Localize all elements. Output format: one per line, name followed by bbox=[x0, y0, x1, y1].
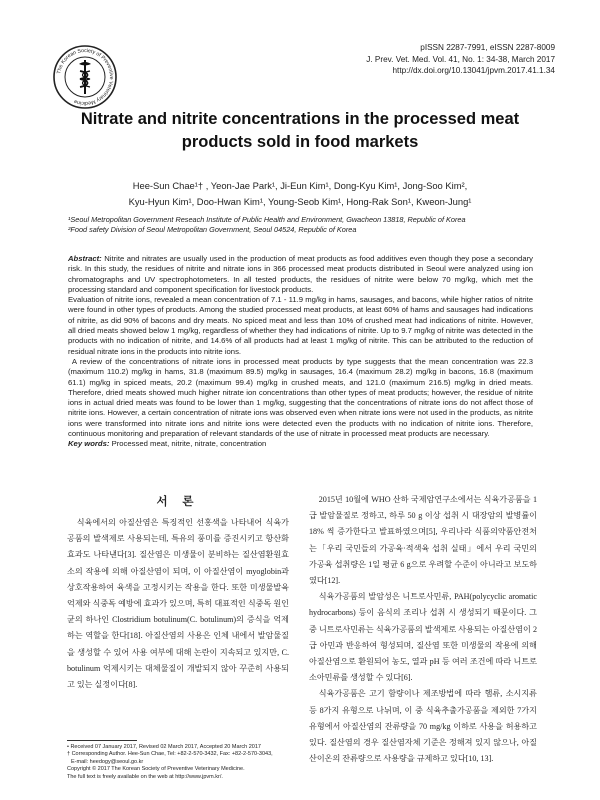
logo-ring-text: The Korean Society of Preventive Veterinary Medicine bbox=[56, 47, 115, 107]
footnote-corresponding: † Corresponding Author. Hee-Sun Chae, Tel: +82-2-570-3432, Fax: +82-2-570-3043, bbox=[67, 751, 273, 758]
abstract-paragraph-3: A review of the concentrations of nitrate ions in processed meat products by type suggests that the mean concentration was 22.3 (maximum 110.2) mg/kg in hams, 31.8 (maximum 89.5) mg/kg in sausages, 16.4 (maximum 28.2) mg/kg in bacons, 16.8 (maximum 61.1) mg/kg in spiced meats, 20.2 (maximum 99.4) mg/kg in crushed meats, and 121.0 (maximum 216.5) mg/kg in dried meats. Therefore, dried meats showed much higher nitrate ion concentrations than other types of meat products; however, the residue of nitrite ions in actual dried meats was found to be lower than 1 mg/kg, suggesting that the concentrations of nitrate ions do not affect those of nitrite ions. However, a certain concentration of nitrate ions was observed even when nitrate ions were not used in the products, as nitrite ions were transformed into nitrate ions and nitrite ions were detected even the products with no indication of nitrite ions. Therefore, continuous monitoring and preparation of relevant standards of the use of nitrate in processed meat products are necessary. bbox=[68, 356, 533, 439]
footnote-email[interactable]: E-mail: heedogy@seoul.go.kr bbox=[71, 758, 144, 765]
intro-paragraph-3: 식육가공품의 발암성은 니트로사민류, PAH(polycyclic aromatic hydrocarbons) 등이 음식의 조리나 섭취 시 생성되기 때문이다. 그 중 니트로사민류는 식육가공품의 발색제로 사용되는 아질산염이 2급 아민과 반응하여 형성되며, 질산염 또한 미생물의 작용에 의해 아질산염으로 환원되어 농도, 열과 pH 등 여러 조건에 따라 니트로소아민류를 생성할 수 있다[6]. bbox=[309, 592, 537, 683]
author-list bbox=[60, 178, 540, 210]
authors-line-2: Kyu-Hyun Kim¹, Doo-Hwan Kim¹, Young-Seob Kim¹, Hong-Rak Son¹, Kweon-Jung¹ bbox=[128, 196, 472, 207]
abstract-paragraph-2: Evaluation of nitrite ions, revealed a mean concentration of 7.1 - 11.9 mg/kg in hams, sausages, and bacons, while higher ratios of nitrite were found in other types of products. Among the studied processed meat products, at least 60% of hams and sausages had indications of nitrite, as did 90% of bacons and dry meats. No spiced meat and less than 10% of crushed meat had indications of nitrite. However, all dried meats showed below 1 mg/kg, regardless of whether they had indications of nitrite. Up to 9.7 mg/kg of nitrite was detected in the products with no indication of nitrite, and 14.6% of all products had at least 1 mg/kg of nitrite. This can be attributed to the reduction of residual nitrate ions in the products into nitrite ions. bbox=[68, 295, 533, 356]
keywords-line bbox=[68, 439, 533, 449]
journal-header bbox=[366, 42, 555, 77]
society-logo bbox=[52, 44, 118, 110]
footnotes bbox=[67, 740, 292, 781]
footnote-divider bbox=[67, 740, 137, 741]
footnote-received: • Received 07 January 2017, Revised 02 March 2017, Accepted 20 March 2017 bbox=[67, 744, 261, 750]
keywords-label: Key words: bbox=[68, 439, 110, 449]
right-column bbox=[309, 492, 537, 767]
footnote-fulltext: The full text is freely available on the web at http://www.jpvm.kr/. bbox=[67, 773, 223, 780]
intro-paragraph-1: 식육에서의 아질산염은 특징적인 선홍색을 나타내어 식육가공품의 발색제로 사용되는데, 특유의 풍미를 증진시키고 항산화효과도 나타낸다[3]. 질산염은 미생물이 분비하는 질산염환원효소의 작용에 의해 아질산염이 되며, 이 아질산염이 myoglobin과 상호작용하여 육색을 고정시키는 작용을 한다. 또한 미생물발육억제와 식중독 예방에 효과가 있으며, 특히 대표적인 식중독 원인균의 하나인 Clostridium botulinum(C. botulinum)의 증식을 억제하는 역할을 한다[18]. 아질산염의 사용은 인체 내에서 발암물질을 생성할 수 있어 사용 여부에 대해 논란이 지속되고 있지만, C. botulinum 억제시키는 대체물질이 개발되지 않아 꾸준히 사용되고 있는 실정이다[8]. bbox=[67, 518, 289, 690]
abstract-label: Abstract: bbox=[68, 254, 102, 263]
title-line-1: Nitrate and nitrite concentrations in the processed meat bbox=[80, 110, 520, 128]
caduceus-icon bbox=[79, 60, 91, 94]
affiliation-2: ²Food safety Division of Seoul Metropolitan Government, Seoul 04524, Republic of Korea bbox=[68, 224, 357, 234]
authors-line-1: Hee-Sun Chae¹† , Yeon-Jae Park¹, Ji-Eun Kim¹, Dong-Kyu Kim¹, Jong-Soo Kim², bbox=[132, 180, 468, 191]
keywords-text: Processed meat, nitrite, nitrate, concentration bbox=[111, 439, 267, 449]
section-heading-introduction: 서 론 bbox=[156, 496, 200, 508]
left-column bbox=[67, 515, 289, 693]
intro-paragraph-2: 2015년 10월에 WHO 산하 국제암연구소에서는 식육가공품을 1급 발암물질로 정하고, 하루 50 g 이상 섭취 시 대장암의 발병률이 18% 씩 증가한다고 발표하였으며[5], 우리나라 식품의약품안전처는「우리 국민들의 가공육·적색육 섭취 실태」에서 우리 국민의 가공육 섭취량은 1일 평균 6 g으로 우려할 수준이 아니라고 보도하였다[12]. bbox=[309, 495, 537, 586]
affiliations bbox=[68, 215, 538, 234]
abstract-text-1: Nitrite and nitrates are usually used in the production of meat products as food additives even though they pose a secondary risk. In this study, the residues of nitrite and nitrate ions in 366 processed meat products distributed in Seoul were analyzed using ion chromatographs and UV spectrophotometers. In all tested products, the residues of nitrite were below 70 mg/kg, which met the processing standard and component specification for livestock products. bbox=[68, 254, 533, 294]
abstract-paragraph-1 bbox=[68, 254, 533, 295]
title-line-2: products sold in food markets bbox=[181, 133, 419, 151]
footnote-copyright: Copyright © 2017 The Korean Society of Preventive Veterinary Medicine. bbox=[67, 766, 245, 773]
citation-line: J. Prev. Vet. Med. Vol. 41, No. 1: 34-38, March 2017 bbox=[366, 54, 555, 64]
affiliation-1: ¹Seoul Metropolitan Government Reseach Institute of Public Health and Environment, Gwacheon 13818, Republic of Korea bbox=[68, 215, 466, 224]
intro-paragraph-4: 식육가공품은 고기 함량이나 제조방법에 따라 햄류, 소시지류 등 8가지 유형으로 나뉘며, 이 중 식육추출가공품을 제외한 7가지 유형에서 아질산염의 잔류량을 70 mg/kg 이하로 사용을 허용하고 있다. 질산염의 경우 질산염자체 기준은 정해져 있지 않으나, 아질산이온의 잔류량으로 사용량을 규제하고 있다[10, 13]. bbox=[309, 689, 537, 764]
abstract-block bbox=[68, 254, 533, 450]
doi-link[interactable]: http://dx.doi.org/10.13041/jpvm.2017.41.1.34 bbox=[392, 66, 555, 75]
paper-title bbox=[60, 108, 540, 154]
issn-line: pISSN 2287-7991, eISSN 2287-8009 bbox=[420, 43, 555, 52]
